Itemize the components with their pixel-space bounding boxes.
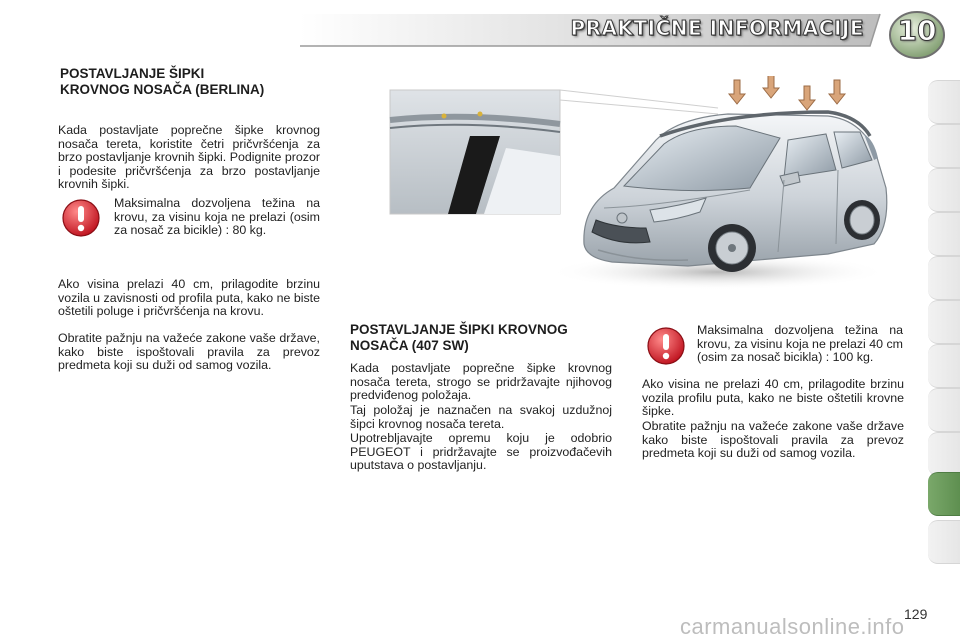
paragraph-berlina-laws: Obratite pažnju na važeće zakone vaše države, kako biste ispoštovali pravila za prevoz predmeta koji su duži od samog vozila.	[58, 331, 320, 373]
tab-4[interactable]	[928, 212, 960, 256]
down-arrow-icon	[729, 80, 745, 104]
paragraph-sw-marking: Taj položaj je naznačen na svakoj uzdužnoj šipci krovnog nosača tereta.	[350, 403, 612, 431]
down-arrow-icon	[829, 80, 845, 104]
tab-7[interactable]	[928, 344, 960, 388]
tab-11[interactable]	[928, 520, 960, 564]
exclamation-warning-icon	[646, 326, 686, 366]
tab-3[interactable]	[928, 168, 960, 212]
down-arrow-icon	[763, 76, 779, 98]
tab-10[interactable]	[928, 472, 960, 516]
tab-2[interactable]	[928, 124, 960, 168]
watermark-text: carmanualsonline.info	[680, 614, 905, 639]
heading-407-sw: POSTAVLJANJE ŠIPKI KROVNOG NOSAČA (407 SW)	[350, 322, 568, 353]
tab-1[interactable]	[928, 80, 960, 124]
page-number: 129	[904, 606, 928, 622]
tab-8[interactable]	[928, 388, 960, 432]
heading-berlina: POSTAVLJANJE ŠIPKI KROVNOG NOSAČA (BERLINA)	[60, 66, 265, 97]
exclamation-warning-icon	[61, 198, 101, 238]
tab-5[interactable]	[928, 256, 960, 300]
paragraph-sw-equipment: Upotrebljavajte opremu koju je odobrio PEUGEOT i pridržavajte se proizvođačevih uputstava o postavljanju.	[350, 431, 612, 473]
page-title: PRAKTIČNE INFORMACIJE	[570, 16, 864, 40]
paragraph-right-height: Ako visina ne prelazi 40 cm, prilagodite brzinu vozila profilu puta, kako ne biste oštetili krovne šipke.	[642, 377, 904, 419]
car-roof-bar-illustration	[388, 76, 898, 294]
paragraph-berlina-height: Ako visina prelazi 40 cm, prilagodite brzinu vozila u zavisnosti od profila puta, kako ne biste oštetili poluge i pričvršćenja na krovu.	[58, 277, 320, 319]
down-arrow-icon	[799, 86, 815, 110]
warning-407-sw: Maksimalna dozvoljena težina na krovu, za visinu koja ne prelazi 40 cm (osim za nosač bicikla) : 100 kg.	[697, 323, 903, 365]
chapter-number: 10	[897, 14, 937, 47]
tab-6[interactable]	[928, 300, 960, 344]
paragraph-sw-position: Kada postavljate poprečne šipke krovnog nosača tereta, strogo se pridržavajte njihovog predviđenog položaja.	[350, 361, 612, 403]
paragraph-berlina-intro: Kada postavljate poprečne šipke krovnog nosača tereta, koristite četri pričvršćenja za brzo postavljanje krovnih šipki. Podignite prozor i podesite pričvršćenja za brzo postavljanje krovnih šipki.	[58, 123, 320, 192]
tab-9[interactable]	[928, 432, 960, 476]
paragraph-right-laws: Obratite pažnju na važeće zakone vaše države kako biste ispoštovali pravila za prevoz predmeta koji su duži od samog vozila.	[642, 419, 904, 461]
warning-berlina: Maksimalna dozvoljena težina na krovu, za visinu koja ne prelazi (osim za nosač za bicikle) : 80 kg.	[114, 196, 320, 238]
